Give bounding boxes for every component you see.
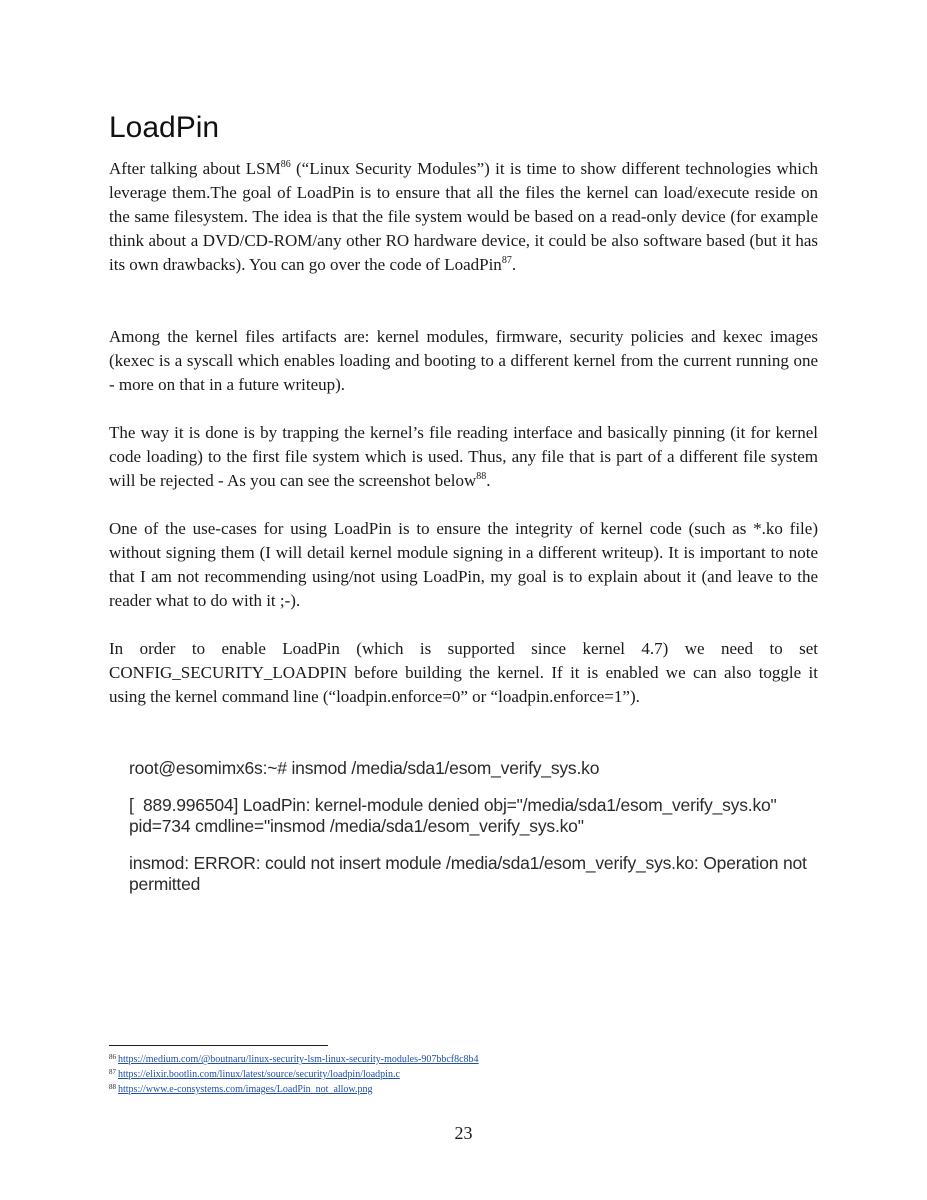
footnote-ref-87[interactable]: 87 (501, 255, 512, 266)
footnote-link[interactable]: https://medium.com/@boutnaru/linux-security-lsm-linux-security-modules-907bbcf8c8b4 (118, 1054, 479, 1065)
footnote-number: 88 (109, 1083, 116, 1091)
terminal-command-line: root@esomimx6s:~# insmod /media/sda1/esom_verify_sys.ko (129, 758, 600, 778)
footnote-88 (109, 1081, 479, 1096)
paragraph-use-cases: One of the use-cases for using LoadPin is to ensure the integrity of kernel code (such as *.ko file) without signing them (I will detail kernel module signing in a different writeup). It is important to note that I am not recommending using/not using LoadPin, my goal is to explain about it (and leave to the reader what to do with it ;-). (109, 519, 818, 610)
paragraph-text: . (511, 255, 517, 274)
paragraph-text: The way it is done is by trapping the kernel’s file reading interface and basically pinning (it for kernel code loading) to the first file system which is used. Thus, any file that is part of a different file system will be rejected - As you can see the screenshot below (109, 423, 818, 490)
footnotes (109, 1051, 479, 1096)
footnote-86 (109, 1051, 479, 1066)
terminal-error-line: insmod: ERROR: could not insert module /media/sda1/esom_verify_sys.ko: Operation not permitted (129, 853, 812, 894)
footnote-87 (109, 1066, 479, 1081)
paragraph-text: . (486, 471, 491, 490)
paragraph-enable: In order to enable LoadPin (which is supported since kernel 4.7) we need to set CONFIG_SECURITY_LOADPIN before building the kernel. If it is enabled we can also toggle it using the kernel command line (“loadpin.enforce=0” or “loadpin.enforce=1”). (109, 639, 818, 706)
terminal-screenshot (129, 758, 829, 911)
footnote-ref-88[interactable]: 88 (476, 471, 487, 482)
paragraph-mechanism (109, 421, 818, 493)
paragraph-artifacts: Among the kernel files artifacts are: kernel modules, firmware, security policies and kexec images (kexec is a syscall which enables loading and booting to a different kernel from the current running one - more on that in a future writeup). (109, 327, 818, 394)
paragraph-intro (109, 157, 818, 277)
footnote-ref-86[interactable]: 86 (280, 159, 291, 170)
terminal-loadpin-log: [ 889.996504] LoadPin: kernel-module denied obj="/media/sda1/esom_verify_sys.ko" pid=734 cmdline="insmod /media/sda1/esom_verify_sys.ko" (129, 795, 782, 836)
paragraph-text: After talking about LSM (109, 159, 281, 178)
paragraph-text: (“Linux Security Modules”) it is time to show different technologies which leverage them.The goal of LoadPin is to ensure that all the files the kernel can load/execute reside on the same filesystem. The idea is that the file system would be based on a read-only device (for example think about a DVD/CD-ROM/any other RO hardware device, it could be also software based (but it has its own drawbacks). You can go over the code of LoadPin (109, 159, 818, 274)
footnote-link[interactable]: https://www.e-consystems.com/images/LoadPin_not_allow.png (118, 1084, 373, 1095)
footnote-divider (109, 1045, 328, 1046)
footnote-number: 86 (109, 1053, 116, 1061)
page-number: 23 (454, 1123, 473, 1143)
footnote-number: 87 (109, 1068, 116, 1076)
footnote-link[interactable]: https://elixir.bootlin.com/linux/latest/source/security/loadpin/loadpin.c (118, 1069, 400, 1080)
section-heading: LoadPin (109, 111, 220, 144)
